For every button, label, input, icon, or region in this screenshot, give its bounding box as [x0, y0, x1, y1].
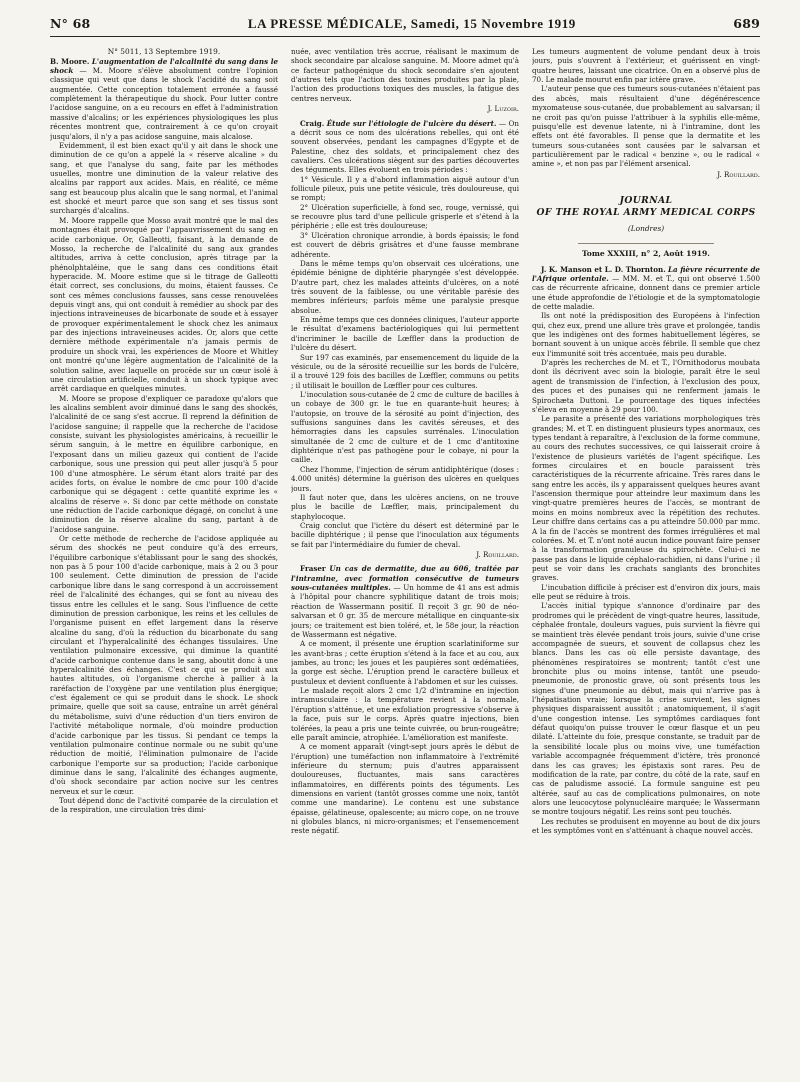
- text-craig-p4: 3° Ulcération chronique arrondie, à bords épaissis; le fond est couvert de débris grisâtres et d'une fausse membrane adhérente.: [291, 230, 519, 259]
- text-manson-p2: Ils ont noté la prédisposition des Européens à l'infection qui, chez eux, prend une allure très grave et prolongée, tandis que les indigènes ont des formes habituellement légères, se bornant souvent à un unique accès fébrile. Il semble que chez eux l'immunité soit très accentuée, mais peu durable.: [532, 311, 760, 358]
- column-2: [291, 47, 519, 1065]
- journal-section-heading: [532, 195, 760, 220]
- author-manson-thornton: J. K. Manson et L. D. Thornton.: [541, 264, 666, 274]
- text-manson-p6: L'accès initial typique s'annonce d'ordinaire par des prodromes qui le précèdent de vingt-quatre heures, lassitude, céphalée frontale, douleurs vagues, puis survient la fièvre qui se maintient très élevée pendant trois jours, suivie d'une crise accompagnée de sueurs, et souvent de collapsus chez les blancs. Dans les cas où elle persiste davantage, des phénomènes respiratoires se montrent; tantôt c'est une bronchite plus ou moins intense, tantôt une pseudo-pneumonie, de pronostic grave, où sont présents tous les signes d'une pneumonie au début, mais qui n'arrive pas à l'hépatisation vraie; lorsque la crise survient, les signes physiques disparaissent aussitôt ; anatomiquement, il s'agit d'une congestion intense. Les symptômes cardiaques font défaut quoiqu'on puisse trouver le cœur flasque et un peu dilaté. L'atteinte du foie, presque constante, se traduit par de la sensibilité locale plus ou moins vive, une tuméfaction variable accompagnée fréquemment d'ictère, très prononcé dans les cas graves; les épistaxis sont rares. Peu de modification de la rate, par contre, du côté de la rate, sauf en cas de paludisme associé. La formule sanguine est peu altérée, sauf au cas de complications pulmonaires, on note alors une leucocytose polynucléaire marquée; le Wassermann se montre toujours négatif. Les reins sont peu touchés.: [532, 601, 760, 817]
- text-fraser-p6: L'auteur pense que ces tumeurs sous-cutanées n'étaient pas des abcès, mais résultaient d'une dégénérescence myxomateuse sous-cutanée, due probablement au salvarsan; il ne croit pas qu'on puisse l'attribuer à la syphilis elle-même, puisqu'elle est devenue latente, ni à l'intramine, dont les effets ont été favorables. Il pense que la dermatite et les tumeurs sous-cutanées sont causées par le salvarsan et particulièrement par le radical « benzine », ou le radical « amine », et non pas par l'élément arsenical.: [532, 84, 760, 169]
- text-craig-p3: 2° Ulcération superficielle, à fond sec, rouge, vernissé, qui se recouvre plus tard d'une pellicule grisperle et s'étend à la périphérie ; elle est très douloureuse;: [291, 202, 519, 231]
- journal-heading-line2: OF THE ROYAL ARMY MEDICAL CORPS: [536, 207, 756, 219]
- text-manson-p5: L'incubation difficile à préciser est d'environ dix jours, mais elle peut se réduire à trois.: [532, 582, 760, 602]
- text-craig-p2: 1° Vésicule. Il y a d'abord inflammation aiguë autour d'un follicule pileux, puis une petite vésicule, très douloureuse, qui se rompt;: [291, 174, 519, 203]
- journal-location: (Londres): [627, 223, 665, 233]
- text-craig-p8: L'inoculation sous-cutanée de 2 cmc de culture de bacilles à un cobaye de 300 gr. le tue en quarante-huit heures; à l'autopsie, on trouve de la sérosité au point d'injection, des suffusions sanguines dans les cavités séreuses, et des hémorragies dans les capsules surrénales. L'inoculation simultanée de 2 cmc de culture et de 1 cmc d'antitoxine diphtérique n'est pas pathogène pour le cobaye, ni pour la caille.: [291, 389, 519, 465]
- text-manson-p3: D'après les recherches de M. et T., l'Ornithodorus moubata dont ils décrivent avec soin la biologie, paraît être le seul agent de transmission de l'infection, à l'exclusion des poux, des puces et des punaises qui ne renferment jamais le Spirochæta Duttoni. Le pourcentage des tiques infectées s'éleva en moyenne à 29 pour 100.: [532, 358, 760, 414]
- text-manson-p4: Le parasite a présenté des variations morphologiques très grandes; M. et T. en distinguent plusieurs types anormaux, ces types tendant à reparaître, à l'exclusion de la forme commune, au cours des rechutes successives, ce qui laisserait croire à l'existence de plusieurs variétés de l'agent spécifique. Les formes circulaires et en boucle paraissent très caractéristiques de la récurrente africaine. Très rares dans le sang entre les accès, ils y apparaissent quelques heures avant l'ascension thermique pour atteindre leur maximum dans les vingt-quatre premières heures de l'accès, se montrant de moins en moins nombreux avec la répétition des rechutes. Leur chiffre dans certains cas a pu atteindre 50.000 par mmc. A la fin de l'accès se montrent des formes irrégulières et mal colorées. M. et T. n'ont noté aucun indice pouvant faire penser à la transformation granuleuse du spirochète. Celui-ci ne passe pas dans le liquide céphalo-rachidien, ni dans l'urine ; il peut se voir dans les crachats sanglants des bronchites graves.: [532, 414, 760, 583]
- text-craig-p5: Dans le même temps qu'on observait ces ulcérations, une épidémie bénigne de diphtérie pharyngée s'est développée. D'autre part, chez les malades atteints d'ulcères, on a noté très souvent de la faiblesse, ou une véritable parésie des membres inférieurs; parfois même une paralysie presque absolue.: [291, 258, 519, 315]
- text-moore-p5: Or cette méthode de recherche de l'acidose appliquée au sérum des shockés ne peut conduire qu'à des erreurs, l'équilibre carbonique s'établissant pour le sang des shockés, non pas à 5 pour 100 d'acide carbonique, mais à 2 ou 3 pour 100 seulement. Cette diminution de pression de l'acide carbonique libre dans le sang correspond à un accroissement réel de l'alcalinité des échanges, qui se font au niveau des tissus entre les cellules et le sang. Sous l'influence de cette diminution de pression carbonique, les reins et les cellules de l'organisme puisent en effet largement dans la réserve alcaline du sang, d'où la réduction du bicarbonate du sang circulant et l'hyperalcalinité des échanges tissulaires. Une ventilation pulmonaire excessive, qui diminue la quantité d'acide carbonique contenue dans le sang, aboutit donc à une hyperalcalinité des échanges. C'est ce qui se produit aux hautes altitudes, où l'organisme cherche à pallier à la raréfaction de l'oxygène par une ventilation plus énergique; c'est également ce qui se produit dans le shock. Le shock primaire, quelle que soit sa cause, entraîne un arrêt général du métabolisme, suivi d'une réduction d'un tiers environ de l'activité métabolique normale, d'où moindre production d'acide carbonique par les tissus. Si pendant ce temps la ventilation pulmonaire continue normale ou ne subit qu'une réduction de moitié, l'élimination pulmonaire de l'acide carbonique l'emporte sur sa production; l'acide carbonique diminue dans le sang, l'alcalinité des échanges augmente, d'où shock secondaire par action nocive sur les centres nerveux et sur le cœur.: [50, 534, 278, 796]
- text-moore-p4: M. Moore se propose d'expliquer ce paradoxe qu'alors que les alcalins semblent avoir diminué dans le sang des shockés, l'alcalinité de ce sang s'est accrue. Il reprend la définition de l'acidose sanguine; il rappelle que la recherche de l'acidose consiste, suivant les physiologistes américains, à recueillir le sérum sanguin, à le mettre en équilibre carbonique, en l'exposant dans un milieu gazeux qui contient de l'acide carbonique, sous une pression qui peut aller jusqu'à 5 pour 100 d'une atmosphère. Le sérum étant alors traité par des acides forts, on évalue le nombre de cmc pour 100 d'acide carbonique qui se dégagent : cette quantité exprime les « alcalins de réserve ». Si donc par cette méthode on constate une réduction de l'acide carbonique dégagé, on conclut à une diminution de la réserve alcaline du sang, partant à de l'acidose sanguine.: [50, 393, 278, 534]
- text-manson-p1: — MM. M. et T., qui ont observé 1.500 cas de récurrente africaine, donnent dans ce premier article une étude approfondie de l'étiologie et de la symptomatologie de cette maladie.: [532, 273, 760, 311]
- text-craig-p1: — On a décrit sous ce nom des ulcérations rebelles, qui ont été souvent observées, pendant les campagnes d'Egypte et de Palestine, chez des soldats, et principalement chez des cavaliers. Ces ulcérations siègent sur des parties découvertes des téguments. Elles évoluent en trois périodes :: [291, 118, 519, 175]
- title-manson: La fièvre récurrente de l'Afrique orientale.: [532, 264, 760, 283]
- text-moore-p1: — M. Moore s'élève absolument contre l'opinion classique qui veut que dans le shock l'acidité du sang soit augmentée. Cette conception totalement erronée a faussé complètement la thérapeutique du shock. Pour lutter contre l'acidose sanguine, on a eu recours en effet à l'administration massive d'alcalins; or les expériences physiologiques les plus récentes montrent que, contrairement à ce qu'on croyait jusqu'alors, il n'y a pas acidose sanguine, mais alcalose.: [50, 66, 278, 141]
- text-manson-p7: Les rechutes se produisent en moyenne au bout de dix jours et les symptômes vont en s'atténuant à chaque nouvel accès.: [532, 816, 760, 836]
- running-header: [50, 16, 760, 37]
- abstract-fraser-lead: [291, 564, 519, 639]
- text-moore-continued: nuée, avec ventilation très accrue, réalisant le maximum de shock secondaire par alcalose sanguine. M. Moore admet qu'à ce facteur pathogénique du shock secondaire s'en ajoutent d'autres tels que l'action des toxines produites par la plaie, l'action des productions toxiques des muscles, la fatigue des centres nerveux.: [291, 47, 519, 103]
- text-craig-p10: Il faut noter que, dans les ulcères anciens, on ne trouve plus le bacille de Lœffler, mais, principalement du staphylocoque.: [291, 492, 519, 521]
- title-craig: Étude sur l'étiologie de l'ulcère du désert.: [326, 118, 497, 128]
- text-moore-p3: M. Moore rappelle que Mosso avait montré que le mal des montagnes était provoqué par l'appauvrissement du sang en acide carbonique. Or, Galleotti, faisant, à la demande de Mosso, la recherche de l'alcalinité du sang aux grandes altitudes, arriva à cette conclusion, après titrage par la phénolphtaléine, que le sang dans ces conditions était hyperacide. M. Moore estime que si le titrage de Galleotti était correct, ses conclusions, du moins, étaient fausses. Ce sont ces mêmes conclusions fausses, sans cesse renouvelées depuis vingt ans, qui ont conduit à remédier au shock par des injections intraveineuses de bicarbonate de soude et à essayer de provoquer expérimentalement le shock chez les animaux par des injections intraveineuses acides. Or, alors que cette dernière méthode expérimentale n'a jamais permis de produire un shock vrai, les expériences de Moore et Whitley ont montré qu'une légère augmentation de l'alcalinité de la solution saline, avec laquelle on procède sur un cœur isolé à une circulation artificielle, conduit à un shock typique avec arrêt cardiaque en quelques minutes.: [50, 215, 278, 394]
- text-craig-p7: Sur 197 cas examinés, par ensemencement du liquide de la vésicule, ou de la sérosité recueillie sur les bords de l'ulcère, il a trouvé 129 fois des bacilles de Lœffler, communs ou petits ; il utilisait le bouillon de Lœffler pour ces cultures.: [291, 352, 519, 390]
- author-fraser: Fraser: [300, 564, 326, 574]
- text-fraser-p1: — Un homme de 41 ans est admis à l'hôpital pour chancre syphilitique datant de trois mois; réaction de Wassermann positif. Il reçoit 3 gr. 90 de néo-salvarsan et 0 gr. 35 de mercure métallique en cinquante-six jours; ce traitement est bien toléré, et, le 58e jour, la réaction de Wassermann est négative.: [291, 583, 519, 639]
- abstract-manson-lead: [532, 265, 760, 312]
- text-craig-p9: Chez l'homme, l'injection de sérum antidiphtérique (doses : 4.000 unités) détermine la guérison des ulcères en quelques jours.: [291, 464, 519, 493]
- text-moore-p2: Evidemment, il est bien exact qu'il y ait dans le shock une diminution de ce qu'on a appelé la « réserve alcaline » du sang, et que l'analyse du sang, faite par les méthodes usuelles, montre une diminution de la valeur relative des alcalins par rapport aux acides. Mais, en réalité, ce même sang est beaucoup plus alcalin que le sang normal, et l'animal est shocké et meurt parce que son sang et ses tissus sont surchargés d'alcalins.: [50, 140, 278, 216]
- column-3: [532, 47, 760, 1065]
- signature-rouillard-2: J. Rouillard.: [717, 169, 760, 179]
- column-1: [50, 47, 278, 1065]
- page-number-left: N° 68: [50, 16, 91, 31]
- author-moore: B. Moore.: [50, 56, 90, 66]
- journal-issue: Tome XXXIII, n° 2, Août 1919.: [582, 248, 710, 258]
- title-moore: L'augmentation de l'alcalinité du sang dans le shock: [50, 56, 278, 76]
- abstract-craig-lead: [291, 119, 519, 175]
- abstract-moore-lead: [50, 57, 278, 141]
- text-columns: [50, 47, 760, 1065]
- text-fraser-continued: Les tumeurs augmentent de volume pendant deux à trois jours, puis s'ouvrent à l'extérieur, et guérissent en vingt-quatre heures, laissant une cicatrice. On en a observé plus de 70. Le malade mourut enfin par ictère grave.: [532, 47, 760, 85]
- journal-heading-line1: JOURNAL: [619, 195, 673, 207]
- text-fraser-p4: A ce moment apparaît (vingt-sept jours après le début de l'éruption) une tuméfaction non inflammatoire à l'extrémité inférieure du sternum; puis d'autres apparaissent douloureuses, fluctuantes, mais sans caractères inflammatoires, en différents points des téguments. Les dimensions en varient (tantôt grosses comme une noix, tantôt comme une mandarine). Le contenu est une substance épaisse, gélatineuse, opalescente; au micro cope, on ne trouve ni globules blancs, ni micro-organismes; et l'ensemencement reste négatif.: [291, 742, 519, 836]
- text-craig-p11: Craig conclut que l'ictère du désert est déterminé par le bacille diphtérique ; il pense que l'inoculation aux téguments se fait par l'intermédiaire du fumier de cheval.: [291, 520, 519, 549]
- section-divider: [578, 243, 715, 244]
- text-fraser-p2: A ce moment, il présente une éruption scarlatiniforme sur les avant-bras ; cette éruption s'étend à la face et au cou, aux jambes, au tronc; les joues et les paupières sont œdématiées, la gorge est sèche. L'éruption prend le caractère bulleux et pustuleux et devient confluente à l'abdomen et sur les cuisses.: [291, 639, 519, 686]
- title-fraser: Un cas de dermatite, due au 606, traitée par l'intramine, avec formation consécutive de tumeurs sous-cutanées multiples.: [291, 564, 519, 593]
- page-number-right: 689: [733, 16, 760, 31]
- issue-line: N° 5011, 13 Septembre 1919.: [107, 47, 221, 56]
- journal-title: LA PRESSE MÉDICALE, Samedi, 15 Novembre 1919: [247, 16, 576, 31]
- signature-rouillard-1: J. Rouillard.: [476, 550, 519, 560]
- author-craig: Craig.: [300, 118, 325, 128]
- text-craig-p6: En même temps que ces données cliniques, l'auteur apporte le résultat d'examens bactériologiques qui lui permettent d'incriminer le bacille de Lœffler dans la production de l'ulcère du désert.: [291, 315, 519, 353]
- text-moore-p6: Tout dépend donc de l'activité comparée de la circulation et de la respiration, une circulation très dimi-: [50, 796, 278, 815]
- text-fraser-p3: Le malade reçoit alors 2 cmc 1/2 d'intramine en injection intramusculaire : la température revient à la normale, l'éruption s'atténue, et une exfoliation progressive s'observe à la face, puis sur le corps. Après quatre injections, bien tolérées, la peau a pris une teinte cuivrée, ou brun-rougeâtre; elle paraît amincie, atrophiée. L'amélioration est manifeste.: [291, 686, 519, 742]
- signature-luzoir: J. Luzoir.: [487, 104, 519, 114]
